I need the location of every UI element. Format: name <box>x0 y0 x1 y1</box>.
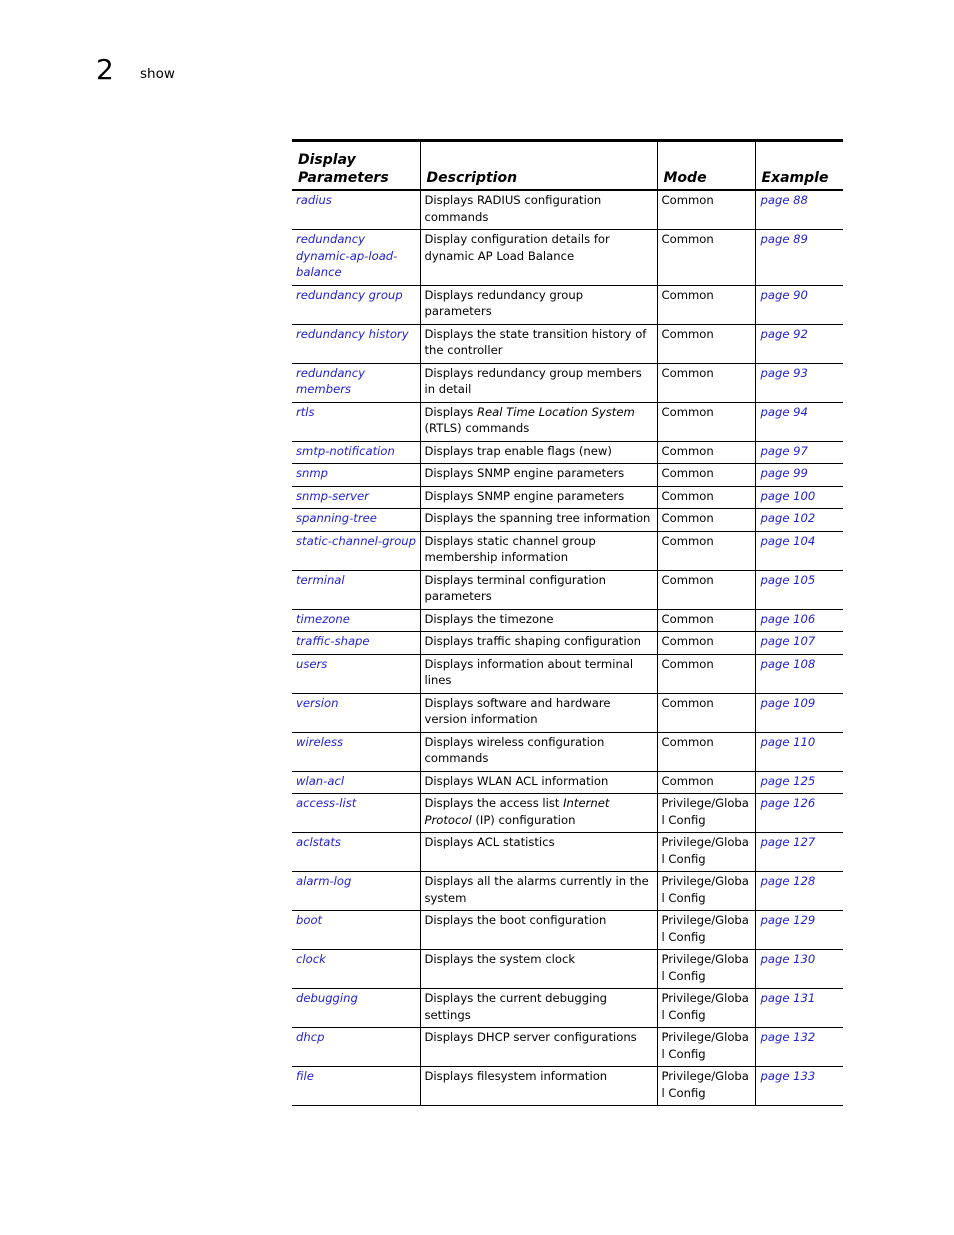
description-text: Displays traffic shaping configuration <box>424 634 642 648</box>
description-text: Displays <box>424 404 477 419</box>
parameter-link[interactable]: radius <box>292 190 420 230</box>
parameter-link[interactable]: dhcp <box>292 1028 420 1067</box>
description-text: Displays the state transition history of the controller <box>424 326 647 357</box>
table-row <box>292 732 843 771</box>
parameter-link[interactable]: users <box>292 654 420 693</box>
parameter-link[interactable]: wlan-acl <box>292 771 420 794</box>
header-mode: Mode <box>657 141 755 191</box>
table-row <box>292 570 843 609</box>
parameter-link[interactable]: traffic-shape <box>292 632 420 655</box>
parameter-link[interactable]: redundancy members <box>292 363 420 402</box>
example-page-link[interactable]: page 110 <box>755 732 843 771</box>
parameter-link[interactable]: spanning-tree <box>292 509 420 532</box>
description-cell <box>420 872 657 911</box>
example-page-link[interactable]: page 89 <box>755 230 843 286</box>
description-cell <box>420 402 657 441</box>
description-cell <box>420 464 657 487</box>
mode-cell: Privilege/Global Config <box>657 872 755 911</box>
description-text-tail: (RTLS) commands <box>424 421 530 435</box>
description-cell <box>420 230 657 286</box>
description-text: Displays trap enable flags (new) <box>424 443 612 458</box>
description-cell <box>420 794 657 833</box>
table-row <box>292 441 843 464</box>
mode-cell: Common <box>657 285 755 324</box>
description-cell <box>420 833 657 872</box>
mode-cell: Common <box>657 464 755 487</box>
description-text: Displays the access list <box>424 796 564 810</box>
parameter-link[interactable]: aclstats <box>292 833 420 872</box>
mode-cell: Common <box>657 324 755 363</box>
mode-cell: Common <box>657 486 755 509</box>
header-example: Example <box>755 141 843 191</box>
description-cell <box>420 989 657 1028</box>
description-text: Displays RADIUS configuration commands <box>424 193 602 224</box>
example-page-link[interactable]: page 127 <box>755 833 843 872</box>
mode-cell: Common <box>657 230 755 286</box>
mode-cell: Common <box>657 771 755 794</box>
parameter-link[interactable]: debugging <box>292 989 420 1028</box>
description-cell <box>420 1028 657 1067</box>
description-text: Displays the timezone <box>424 611 554 626</box>
example-page-link[interactable]: page 104 <box>755 531 843 570</box>
header-display-parameters <box>292 141 420 191</box>
table-row <box>292 632 843 655</box>
parameter-link[interactable]: rtls <box>292 402 420 441</box>
description-cell <box>420 693 657 732</box>
description-text: Displays software and hardware version information <box>424 695 611 726</box>
example-page-link[interactable]: page 97 <box>755 441 843 464</box>
mode-cell: Common <box>657 363 755 402</box>
parameter-link[interactable]: redundancy group <box>292 285 420 324</box>
description-cell <box>420 1067 657 1106</box>
description-text: Displays the system clock <box>424 952 576 966</box>
mode-cell: Common <box>657 190 755 230</box>
description-text: Displays ACL statistics <box>424 835 555 849</box>
mode-cell: Privilege/Global Config <box>657 989 755 1028</box>
parameter-link[interactable]: redundancy history <box>292 324 420 363</box>
parameter-link[interactable]: timezone <box>292 609 420 632</box>
description-text-tail: (IP) configuration <box>471 812 576 827</box>
description-cell <box>420 509 657 532</box>
description-cell <box>420 609 657 632</box>
table-row <box>292 285 843 324</box>
description-text: Displays the boot configuration <box>424 913 607 927</box>
parameter-link[interactable]: access-list <box>292 794 420 833</box>
example-page-link[interactable]: page 90 <box>755 285 843 324</box>
parameter-link[interactable]: boot <box>292 911 420 950</box>
parameter-link[interactable]: file <box>292 1067 420 1106</box>
description-text: Display configuration details for dynamic AP Load Balance <box>424 232 610 263</box>
example-page-link[interactable]: page 108 <box>755 654 843 693</box>
table-row <box>292 464 843 487</box>
display-parameters-table <box>292 139 843 1106</box>
description-emphasis: Real Time Location System <box>476 404 635 419</box>
description-cell <box>420 732 657 771</box>
table-row <box>292 486 843 509</box>
example-page-link[interactable]: page 126 <box>755 794 843 833</box>
table-row <box>292 771 843 794</box>
description-text: Displays redundancy group parameters <box>424 287 584 318</box>
description-text: Displays the spanning tree information <box>424 511 651 525</box>
mode-cell: Common <box>657 732 755 771</box>
description-text: Displays all the alarms currently in the system <box>424 874 649 905</box>
table-row <box>292 531 843 570</box>
description-cell <box>420 363 657 402</box>
description-text: Displays the current debugging settings <box>424 991 608 1022</box>
example-page-link[interactable]: page 88 <box>755 190 843 230</box>
description-cell <box>420 950 657 989</box>
mode-cell: Common <box>657 531 755 570</box>
description-text: Displays DHCP server configurations <box>424 1030 637 1044</box>
parameter-link[interactable]: redundancy dynamic-ap-load-balance <box>292 230 420 286</box>
description-cell <box>420 570 657 609</box>
example-page-link[interactable]: page 92 <box>755 324 843 363</box>
description-cell <box>420 654 657 693</box>
table-row <box>292 989 843 1028</box>
table-row <box>292 363 843 402</box>
table-row <box>292 402 843 441</box>
table-row <box>292 1067 843 1106</box>
chapter-name: show <box>140 66 175 82</box>
parameter-link[interactable]: alarm-log <box>292 872 420 911</box>
mode-cell: Common <box>657 441 755 464</box>
table-row <box>292 693 843 732</box>
mode-cell: Privilege/Global Config <box>657 911 755 950</box>
parameter-link[interactable]: version <box>292 693 420 732</box>
mode-cell: Privilege/Global Config <box>657 950 755 989</box>
mode-cell: Privilege/Global Config <box>657 1067 755 1106</box>
mode-cell: Common <box>657 654 755 693</box>
parameter-link[interactable]: smtp-notification <box>292 441 420 464</box>
table-row <box>292 1028 843 1067</box>
description-cell <box>420 324 657 363</box>
example-page-link[interactable]: page 133 <box>755 1067 843 1106</box>
table-row <box>292 950 843 989</box>
table-row <box>292 872 843 911</box>
example-page-link[interactable]: page 93 <box>755 363 843 402</box>
mode-cell: Common <box>657 632 755 655</box>
header-param-line1: Display <box>298 152 356 168</box>
example-page-link[interactable]: page 125 <box>755 771 843 794</box>
description-cell <box>420 771 657 794</box>
description-cell <box>420 632 657 655</box>
example-page-link[interactable]: page 99 <box>755 464 843 487</box>
table-row <box>292 324 843 363</box>
mode-cell: Privilege/Global Config <box>657 1028 755 1067</box>
description-text: Displays WLAN ACL information <box>424 773 609 788</box>
example-page-link[interactable]: page 100 <box>755 486 843 509</box>
example-page-link[interactable]: page 106 <box>755 609 843 632</box>
description-cell <box>420 911 657 950</box>
description-cell <box>420 285 657 324</box>
description-emphasis: Internet Protocol <box>424 796 610 827</box>
parameter-link[interactable]: snmp-server <box>292 486 420 509</box>
example-page-link[interactable]: page 107 <box>755 632 843 655</box>
chapter-number: 2 <box>96 53 114 86</box>
mode-cell: Common <box>657 509 755 532</box>
example-page-link[interactable]: page 105 <box>755 570 843 609</box>
table-header-row <box>292 141 843 191</box>
parameter-link[interactable]: static-channel-group <box>292 531 420 570</box>
description-text: Displays SNMP engine parameters <box>424 488 625 503</box>
description-text: Displays information about terminal lines <box>424 656 634 687</box>
description-cell <box>420 190 657 230</box>
mode-cell: Common <box>657 570 755 609</box>
description-text: Displays wireless configuration commands <box>424 734 605 765</box>
description-text: Displays terminal configuration parameters <box>424 572 606 603</box>
table-row <box>292 911 843 950</box>
example-page-link[interactable]: page 128 <box>755 872 843 911</box>
example-page-link[interactable]: page 109 <box>755 693 843 732</box>
mode-cell: Common <box>657 402 755 441</box>
example-page-link[interactable]: page 94 <box>755 402 843 441</box>
table-row <box>292 794 843 833</box>
table-row <box>292 509 843 532</box>
description-text: Displays static channel group membership information <box>424 533 596 564</box>
parameter-link[interactable]: snmp <box>292 464 420 487</box>
mode-cell: Privilege/Global Config <box>657 833 755 872</box>
description-text: Displays filesystem information <box>424 1069 608 1083</box>
table-row <box>292 230 843 286</box>
mode-cell: Common <box>657 693 755 732</box>
table-row <box>292 609 843 632</box>
header-description: Description <box>420 141 657 191</box>
table-row <box>292 654 843 693</box>
example-page-link[interactable]: page 129 <box>755 911 843 950</box>
mode-cell: Common <box>657 609 755 632</box>
mode-cell: Privilege/Global Config <box>657 794 755 833</box>
description-cell <box>420 486 657 509</box>
description-cell <box>420 531 657 570</box>
description-text: Displays SNMP engine parameters <box>424 466 625 480</box>
description-text: Displays redundancy group members in detail <box>424 365 642 396</box>
example-page-link[interactable]: page 130 <box>755 950 843 989</box>
example-page-link[interactable]: page 131 <box>755 989 843 1028</box>
table-row <box>292 190 843 230</box>
parameter-link[interactable]: terminal <box>292 570 420 609</box>
description-cell <box>420 441 657 464</box>
example-page-link[interactable]: page 132 <box>755 1028 843 1067</box>
example-page-link[interactable]: page 102 <box>755 509 843 532</box>
header-param-line2: Parameters <box>298 170 389 186</box>
table-row <box>292 833 843 872</box>
parameter-link[interactable]: wireless <box>292 732 420 771</box>
parameter-link[interactable]: clock <box>292 950 420 989</box>
